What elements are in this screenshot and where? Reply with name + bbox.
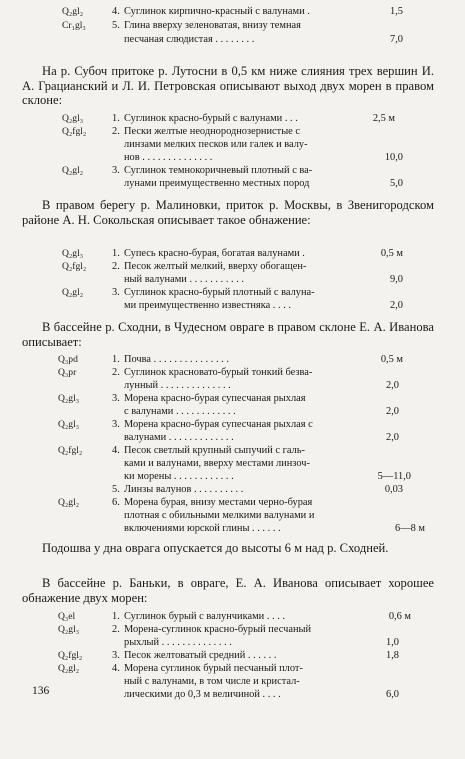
layer-code: Q₃el bbox=[58, 611, 76, 622]
layer-number: 2. bbox=[112, 261, 120, 272]
layer-description: лунами преимущественно местных пород bbox=[124, 178, 310, 189]
layer-code: Q₂fgl₂ bbox=[62, 126, 87, 137]
layer-code: Q₂fgl₂ bbox=[58, 650, 83, 661]
layer-thickness: 0,03 bbox=[384, 484, 403, 495]
layer-description: Песок светлый крупный сыпучий с галь- bbox=[124, 445, 305, 456]
layer-code: Q₂gl₂ bbox=[58, 663, 80, 674]
layer-code: Q₂gl₃ bbox=[58, 393, 80, 404]
layer-number: 1. bbox=[112, 354, 120, 365]
layer-number: 3. bbox=[112, 393, 120, 404]
layer-description: Пески желтые неоднороднозернистые с bbox=[124, 126, 300, 137]
layer-thickness: 1,5 bbox=[390, 6, 403, 17]
layer-number: 5. bbox=[112, 484, 120, 495]
layer-code: Q₂fgl₂ bbox=[62, 261, 87, 272]
layer-thickness: 5—11,0 bbox=[377, 471, 411, 482]
layer-description: Морена-суглинок красно-бурый песчаный bbox=[124, 624, 312, 635]
layer-code: Q₂gl₂ bbox=[62, 165, 84, 176]
layer-number: 4. bbox=[112, 663, 120, 674]
layer-number: 3. bbox=[112, 650, 120, 661]
body-paragraph: В бассейне р. Баньки, в овраге, Е. А. Иванова описывает хорошее обнажение двух морен: bbox=[22, 576, 434, 605]
layer-description: ный с валунами, в том числе и кристал- bbox=[124, 676, 300, 687]
layer-thickness: 2,0 bbox=[386, 432, 399, 443]
layer-description: с валунами . . . . . . . . . . . . bbox=[124, 406, 236, 417]
layer-description: Суглинок темнокоричневый плотный с ва- bbox=[124, 165, 313, 176]
layer-thickness: 0,5 м bbox=[380, 248, 403, 259]
body-paragraph: На р. Субоч притоке р. Лутосни в 0,5 км ниже слияния трех вершин И. А. Грацианский и Л. И. Петровская описывают выход двух морен в правом склоне: bbox=[22, 64, 434, 107]
layer-thickness: 2,0 bbox=[386, 406, 399, 417]
layer-description: плотная с обильными мелкими валунами и bbox=[124, 510, 315, 521]
layer-description: лунный . . . . . . . . . . . . . . bbox=[124, 380, 231, 391]
layer-code: Q₂gl₃ bbox=[58, 624, 80, 635]
layer-description: валунами . . . . . . . . . . . . . bbox=[124, 432, 234, 443]
layer-number: 2. bbox=[112, 624, 120, 635]
layer-code: Q₂gl₃ bbox=[62, 113, 84, 124]
layer-description: Почва . . . . . . . . . . . . . . . bbox=[124, 354, 229, 365]
layer-description: ки морены . . . . . . . . . . . . bbox=[124, 471, 234, 482]
layer-thickness: 2,0 bbox=[386, 380, 399, 391]
layer-thickness: 7,0 bbox=[390, 34, 403, 45]
layer-thickness: 2,5 м bbox=[372, 113, 395, 124]
layer-code: Q₂gl₃ bbox=[58, 419, 80, 430]
layer-description: лическими до 0,3 м величиной . . . . bbox=[124, 689, 281, 700]
layer-number: 6. bbox=[112, 497, 120, 508]
layer-description: Песок желтый мелкий, вверху обогащен- bbox=[124, 261, 307, 272]
layer-description: Суглинок красно-бурый плотный с валуна- bbox=[124, 287, 315, 298]
layer-number: 5. bbox=[112, 20, 120, 31]
layer-description: Суглинок кирпично-красный с валунами . bbox=[124, 6, 310, 17]
layer-code: Q₃pd bbox=[58, 354, 78, 365]
layer-code: Q₂gl₂ bbox=[58, 497, 80, 508]
layer-number: 2. bbox=[112, 126, 120, 137]
layer-thickness: 6—8 м bbox=[395, 523, 425, 534]
layer-description: Морена бурая, внизу местами черно-бурая bbox=[124, 497, 313, 508]
layer-number: 1. bbox=[112, 248, 120, 259]
layer-thickness: 1,8 bbox=[386, 650, 399, 661]
layer-code: Q₂gl₃ bbox=[62, 248, 84, 259]
layer-number: 3. bbox=[112, 419, 120, 430]
layer-thickness: 1,0 bbox=[386, 637, 399, 648]
layer-description: Морена красно-бурая супесчаная рыхлая bbox=[124, 393, 306, 404]
layer-code: Q₂fgl₂ bbox=[58, 445, 83, 456]
layer-code: Q₂gl₂ bbox=[62, 287, 84, 298]
page-number: 136 bbox=[32, 685, 50, 697]
layer-description: Песок желтоватый средний . . . . . . bbox=[124, 650, 277, 661]
layer-description: Морена суглинок бурый песчаный плот- bbox=[124, 663, 303, 674]
layer-thickness: 2,0 bbox=[390, 300, 403, 311]
layer-thickness: 6,0 bbox=[386, 689, 399, 700]
layer-thickness: 0,6 м bbox=[388, 611, 411, 622]
layer-description: нов . . . . . . . . . . . . . . bbox=[124, 152, 213, 163]
layer-description: включениями юрской глины . . . . . . bbox=[124, 523, 281, 534]
layer-description: песчаная слюдистая . . . . . . . . bbox=[124, 34, 255, 45]
layer-number: 1. bbox=[112, 611, 120, 622]
layer-number: 4. bbox=[112, 445, 120, 456]
layer-number: 1. bbox=[112, 113, 120, 124]
layer-code: Cr₁gl₃ bbox=[62, 20, 86, 31]
layer-description: рыхлый . . . . . . . . . . . . . . bbox=[124, 637, 232, 648]
layer-description: Глина вверху зеленоватая, внизу темная bbox=[124, 20, 301, 31]
layer-number: 4. bbox=[112, 6, 120, 17]
layer-description: Линзы валунов . . . . . . . . . . bbox=[124, 484, 244, 495]
layer-thickness: 10,0 bbox=[384, 152, 403, 163]
layer-description: ми преимущественно известняка . . . . bbox=[124, 300, 291, 311]
layer-description: ный валунами . . . . . . . . . . . bbox=[124, 274, 245, 285]
layer-description: линзами мелких песков или галек и валу- bbox=[124, 139, 308, 150]
layer-description: Супесь красно-бурая, богатая валунами . bbox=[124, 248, 305, 259]
layer-description: Суглинок бурый с валунчиками . . . . bbox=[124, 611, 285, 622]
layer-number: 2. bbox=[112, 367, 120, 378]
layer-thickness: 5,0 bbox=[390, 178, 403, 189]
layer-number: 3. bbox=[112, 165, 120, 176]
body-paragraph: В правом берегу р. Малиновки, приток р. Москвы, в Звенигородском районе А. Н. Сокольская описывает такое обнажение: bbox=[22, 198, 434, 227]
layer-description: Морена красно-бурая супесчаная рыхлая с bbox=[124, 419, 313, 430]
body-paragraph: В бассейне р. Сходни, в Чудесном овраге в правом склоне Е. А. Иванова описывает: bbox=[22, 320, 434, 349]
body-paragraph: Подошва у дна оврага опускается до высоты 6 м над р. Сходней. bbox=[42, 541, 389, 555]
layer-description: Суглинок красновато-бурый тонкий безва- bbox=[124, 367, 313, 378]
layer-thickness: 9,0 bbox=[390, 274, 403, 285]
layer-code: Q₃pr bbox=[58, 367, 77, 378]
layer-description: Суглинок красно-бурый с валунами . . . bbox=[124, 113, 298, 124]
layer-number: 3. bbox=[112, 287, 120, 298]
layer-thickness: 0,5 м bbox=[380, 354, 403, 365]
layer-code: Q₂gl₂ bbox=[62, 6, 84, 17]
layer-description: ками и валунами, вверху местами линзоч- bbox=[124, 458, 310, 469]
